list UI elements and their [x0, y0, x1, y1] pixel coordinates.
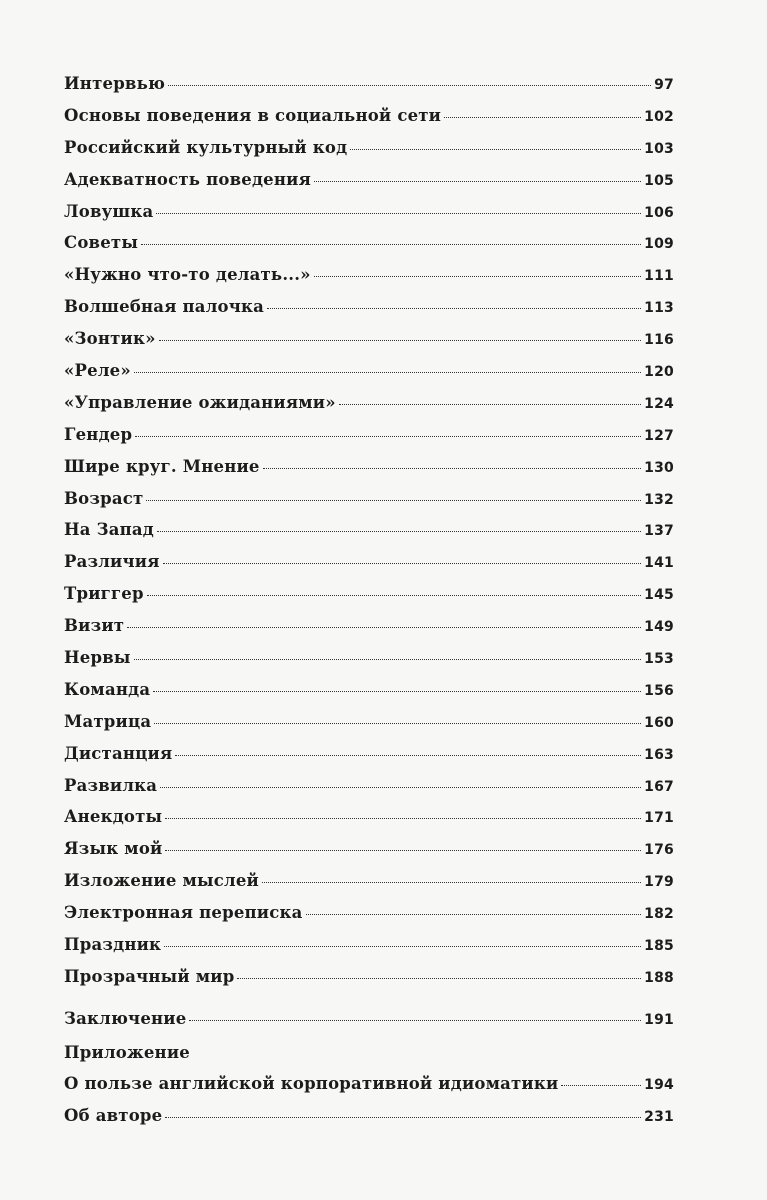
- toc-entry: [64, 712, 674, 744]
- section-gap: [64, 999, 674, 1009]
- toc-entry: [64, 233, 674, 265]
- toc-entry-title: Основы поведения в социальной сети: [64, 105, 442, 125]
- toc-entry-page: 103: [644, 140, 674, 157]
- dot-leader: [146, 500, 641, 501]
- toc-entry-page: 124: [644, 395, 674, 412]
- dot-leader: [165, 818, 641, 819]
- toc-entry: [64, 648, 674, 680]
- toc-entry-title: Различия: [64, 552, 160, 572]
- dot-leader: [314, 181, 641, 182]
- dot-leader: [141, 244, 641, 245]
- toc-entry: [64, 138, 674, 170]
- toc-entry-title: Советы: [64, 233, 139, 253]
- toc-entry-title: Возраст: [64, 488, 144, 508]
- dot-leader: [159, 340, 642, 341]
- toc-entry: [64, 967, 674, 999]
- dot-leader: [165, 850, 641, 851]
- toc-entry-page: 176: [644, 842, 674, 859]
- toc-entry: [64, 361, 674, 393]
- toc-entry-title: Прозрачный мир: [64, 966, 235, 986]
- toc-entry: [64, 520, 674, 552]
- dot-leader: [134, 659, 642, 660]
- dot-leader: [163, 563, 642, 564]
- toc-entry: [64, 744, 674, 776]
- toc-entry-page: 153: [644, 651, 674, 668]
- dot-leader: [134, 372, 641, 373]
- toc-entry-title: Об авторе: [64, 1105, 163, 1125]
- toc-entry-title: Команда: [64, 679, 151, 699]
- toc-entry-page: 163: [644, 746, 674, 763]
- toc-entry-appendix: [64, 1106, 674, 1138]
- toc-entry-page: 185: [644, 938, 674, 955]
- toc-entry-title: «Управление ожиданиями»: [64, 392, 336, 412]
- dot-leader: [157, 531, 641, 532]
- table-of-contents: [64, 74, 674, 1138]
- toc-entry-page: 127: [644, 427, 674, 444]
- toc-entry: [64, 935, 674, 967]
- toc-entry-page: 132: [644, 491, 674, 508]
- toc-entry: [64, 552, 674, 584]
- dot-leader: [314, 276, 642, 277]
- dot-leader: [164, 946, 641, 947]
- toc-entry-title: Визит: [64, 616, 125, 636]
- toc-entry-conclusion: [64, 1009, 674, 1041]
- dot-leader: [147, 595, 641, 596]
- toc-entry: [64, 584, 674, 616]
- toc-entry-title: «Нужно что-то делать...»: [64, 265, 311, 285]
- dot-leader: [189, 1020, 641, 1021]
- toc-entry-title: Заключение: [64, 1008, 187, 1028]
- toc-entry-title: Шире круг. Мнение: [64, 456, 260, 476]
- toc-entry-title: «Реле»: [64, 361, 131, 381]
- toc-entry-title: Развилка: [64, 775, 158, 795]
- toc-entry-page: 102: [644, 108, 674, 125]
- toc-entry: [64, 903, 674, 935]
- dot-leader: [267, 308, 641, 309]
- dot-leader: [444, 117, 641, 118]
- dot-leader: [156, 213, 641, 214]
- toc-entry: [64, 329, 674, 361]
- toc-entry-page: 149: [644, 619, 674, 636]
- toc-entry: [64, 457, 674, 489]
- toc-entry-page: 160: [644, 714, 674, 731]
- dot-leader: [175, 755, 641, 756]
- toc-entry-page: 137: [644, 523, 674, 540]
- toc-entry-page: 105: [644, 172, 674, 189]
- dot-leader: [350, 149, 641, 150]
- toc-entry-page: 171: [644, 810, 674, 827]
- toc-entry: [64, 202, 674, 234]
- toc-entry-title: Нервы: [64, 648, 131, 668]
- toc-entry-page: 111: [644, 268, 674, 285]
- toc-entry-title: Триггер: [64, 584, 144, 604]
- toc-entry-page: 145: [644, 587, 674, 604]
- toc-entry-title: О пользе английской корпоративной идиоматики: [64, 1073, 559, 1093]
- dot-leader: [154, 723, 641, 724]
- toc-entry: [64, 297, 674, 329]
- toc-entry-title: Праздник: [64, 935, 162, 955]
- toc-entry-page: 182: [644, 906, 674, 923]
- toc-entry-title: «Зонтик»: [64, 329, 156, 349]
- toc-entry: [64, 170, 674, 202]
- dot-leader: [561, 1085, 641, 1086]
- toc-entry: [64, 871, 674, 903]
- dot-leader: [306, 914, 642, 915]
- toc-entry-page: 113: [644, 300, 674, 317]
- toc-entry-page: 109: [644, 236, 674, 253]
- toc-entry-appendix: [64, 1074, 674, 1106]
- toc-entry: [64, 393, 674, 425]
- toc-entry-page: 188: [644, 969, 674, 986]
- toc-entry-page: 191: [644, 1011, 674, 1028]
- toc-entry-title: Волшебная палочка: [64, 297, 265, 317]
- toc-entry-title: Гендер: [64, 424, 133, 444]
- toc-entry: [64, 265, 674, 297]
- dot-leader: [237, 978, 641, 979]
- toc-entry-title: Ловушка: [64, 201, 154, 221]
- toc-entry: [64, 489, 674, 521]
- toc-entry-page: 156: [644, 682, 674, 699]
- toc-entry-title: Электронная переписка: [64, 903, 303, 923]
- toc-entry-page: 167: [644, 778, 674, 795]
- toc-entry: [64, 680, 674, 712]
- toc-entry-page: 106: [644, 204, 674, 221]
- toc-entry-page: 97: [654, 77, 674, 93]
- toc-entry: [64, 106, 674, 138]
- toc-entry-title: На Запад: [64, 520, 154, 540]
- dot-leader: [168, 85, 651, 86]
- toc-entry-page: 141: [644, 555, 674, 572]
- toc-entry: [64, 616, 674, 648]
- toc-entry-page: 116: [644, 332, 674, 349]
- toc-entry: [64, 776, 674, 808]
- toc-entry: [64, 425, 674, 457]
- dot-leader: [160, 787, 641, 788]
- toc-entry-title: Изложение мыслей: [64, 871, 259, 891]
- dot-leader: [135, 436, 641, 437]
- dot-leader: [262, 882, 641, 883]
- dot-leader: [127, 627, 641, 628]
- toc-entry: [64, 74, 674, 106]
- dot-leader: [153, 691, 641, 692]
- toc-entry-title: Язык мой: [64, 839, 163, 859]
- toc-entry-title: Интервью: [64, 74, 166, 93]
- toc-entry-title: Дистанция: [64, 743, 173, 763]
- toc-entry-title: Российский культурный код: [64, 137, 348, 157]
- toc-entry-page: 231: [644, 1108, 674, 1125]
- toc-entry: [64, 839, 674, 871]
- appendix-heading: Приложение: [64, 1042, 190, 1062]
- dot-leader: [339, 404, 641, 405]
- toc-entry-title: Адекватность поведения: [64, 169, 311, 189]
- toc-entry-page: 194: [644, 1076, 674, 1093]
- toc-entry-title: Анекдоты: [64, 807, 163, 827]
- dot-leader: [165, 1117, 641, 1118]
- toc-entry-page: 120: [644, 364, 674, 381]
- toc-entry-title: Матрица: [64, 711, 152, 731]
- toc-entry-page: 179: [644, 874, 674, 891]
- toc-entry: [64, 807, 674, 839]
- toc-entry-page: 130: [644, 459, 674, 476]
- dot-leader: [263, 468, 642, 469]
